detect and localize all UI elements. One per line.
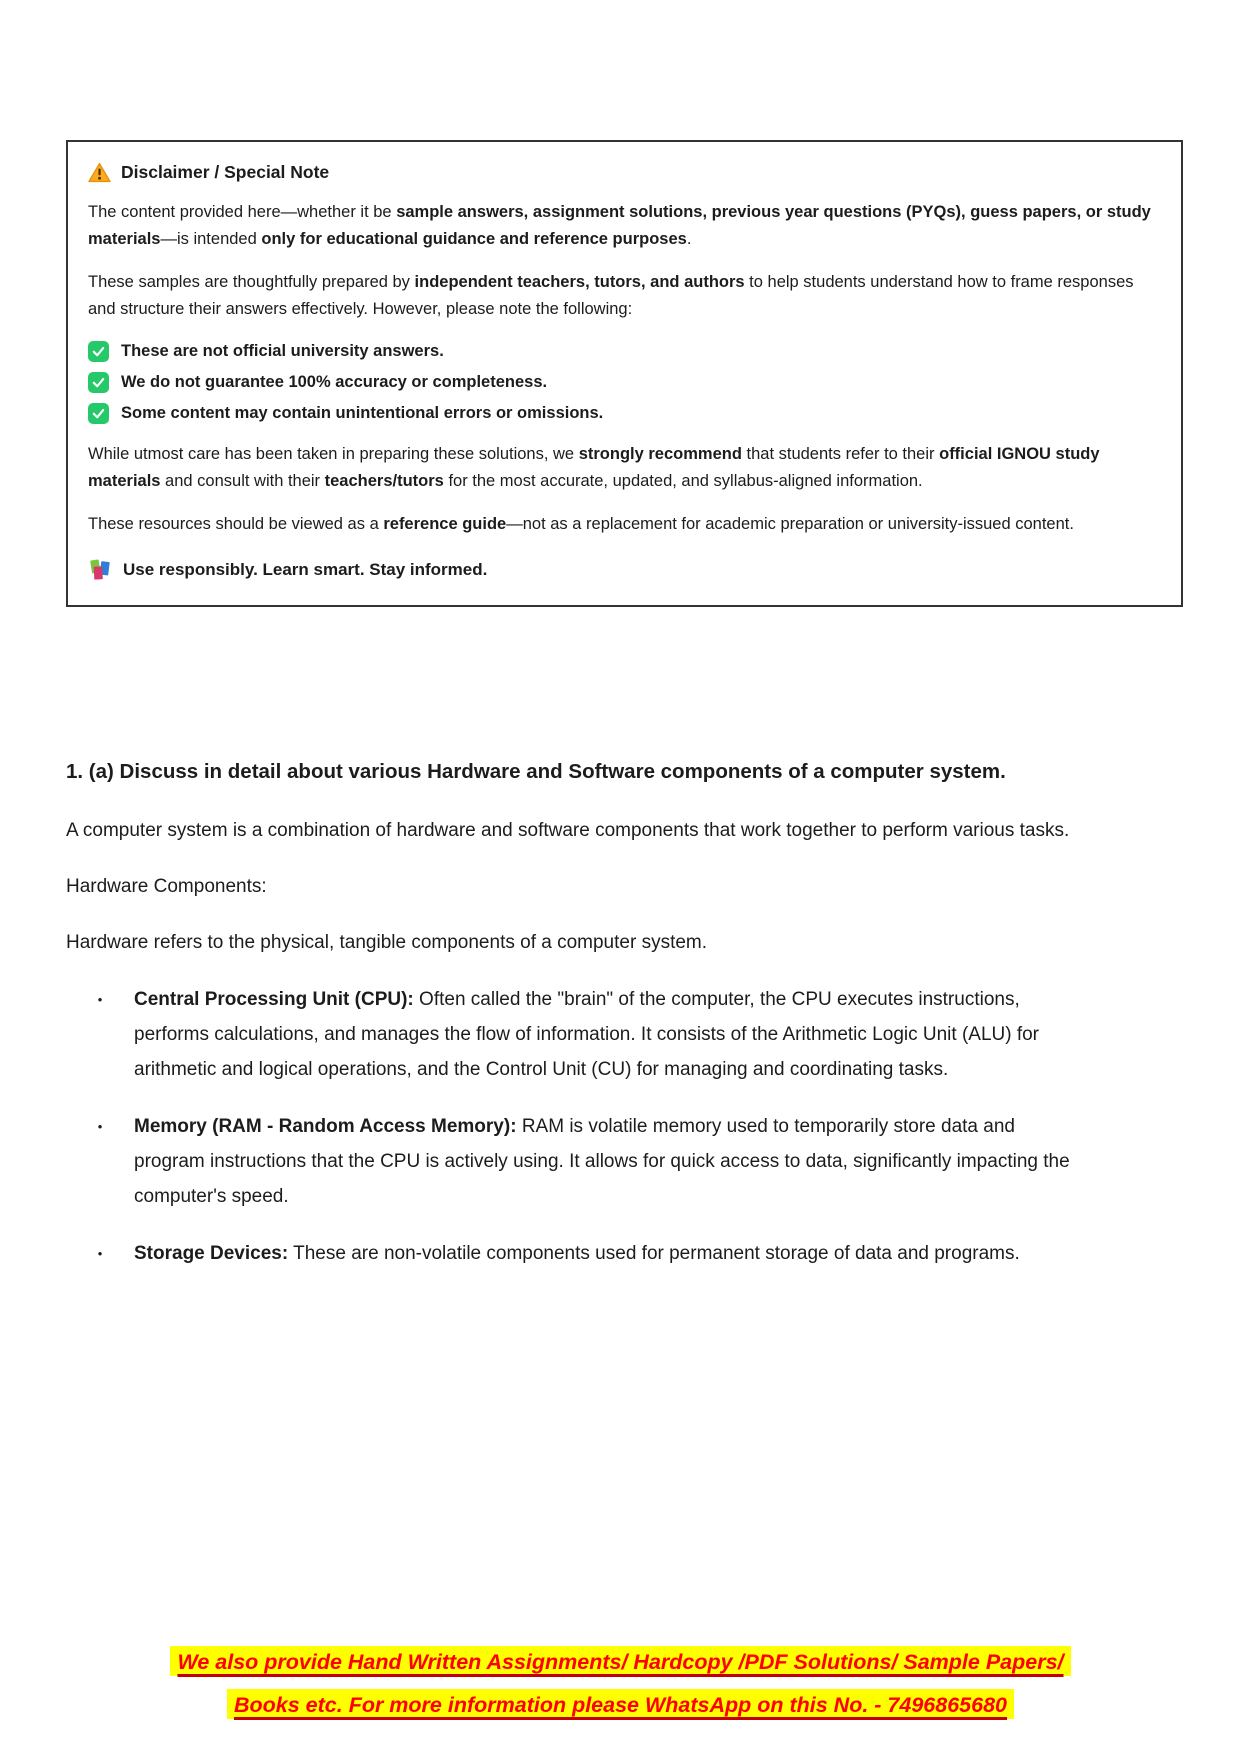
promo-line-1 (0, 1642, 1241, 1685)
list-item-text: Memory (RAM - Random Access Memory): RAM is volatile memory used to temporarily store data and program instructions that the CPU is actively using. It allows for quick access to data, significantly impacting the computer's speed. (134, 1116, 1070, 1207)
checklist-item-text: We do not guarantee 100% accuracy or completeness. (121, 373, 548, 391)
promo-footer (0, 1642, 1241, 1728)
bullet-marker: • (97, 992, 103, 1007)
disclaimer-paragraph-1: The content provided here—whether it be sample answers, assignment solutions, previous year questions (PYQs), guess papers, or study materials—is intended only for educational guidance and reference purposes. (88, 203, 1151, 248)
question-heading: 1. (a) Discuss in detail about various Hardware and Software components of a computer system. (66, 760, 1006, 783)
promo-highlight-text: We also provide Hand Written Assignments/ Hardcopy /PDF Solutions/ Sample Papers/ (170, 1646, 1070, 1676)
checklist-item (88, 402, 1151, 425)
intro-paragraph: A computer system is a combination of hardware and software components that work together to perform various tasks. (66, 820, 1070, 841)
closing-note-text: Use responsibly. Learn smart. Stay informed. (123, 560, 488, 579)
list-item-storage (66, 1236, 1081, 1271)
check-icon (88, 403, 109, 424)
bullet-marker: • (97, 1246, 103, 1261)
disclaimer-title-row (88, 162, 1151, 183)
check-icon (88, 372, 109, 393)
checklist-item (88, 340, 1151, 363)
checklist-item-text: These are not official university answers. (121, 342, 444, 360)
list-item-text: Storage Devices: These are non-volatile components used for permanent storage of data and programs. (134, 1243, 1020, 1264)
disclaimer-box (66, 140, 1183, 607)
hardware-intro-paragraph: Hardware refers to the physical, tangible components of a computer system. (66, 932, 708, 953)
disclaimer-title: Disclaimer / Special Note (121, 162, 330, 182)
hardware-bullet-list (66, 982, 1081, 1271)
promo-highlight-text: Books etc. For more information please WhatsApp on this No. - 7496865680 (227, 1689, 1014, 1719)
warning-icon (88, 162, 111, 183)
disclaimer-paragraph-3: While utmost care has been taken in preparing these solutions, we strongly recommend that students refer to their official IGNOU study materials and consult with their teachers/tutors for the most accurate, updated, and syllabus-aligned information. (88, 445, 1100, 490)
disclaimer-checklist (88, 340, 1151, 425)
promo-line-2 (0, 1685, 1241, 1728)
bullet-marker: • (97, 1119, 103, 1134)
books-icon (88, 559, 112, 581)
check-icon (88, 341, 109, 362)
hardware-components-subheading: Hardware Components: (66, 876, 267, 897)
answer-section (66, 752, 1081, 1271)
closing-note-row (88, 559, 1151, 581)
list-item-text: Central Processing Unit (CPU): Often called the "brain" of the computer, the CPU executes instructions, performs calculations, and manages the flow of information. It consists of the Arithmetic Logic Unit (ALU) for arithmetic and logical operations, and the Control Unit (CU) for managing and coordinating tasks. (134, 989, 1040, 1080)
list-item-memory (66, 1109, 1081, 1214)
checklist-item (88, 371, 1151, 394)
list-item-cpu (66, 982, 1081, 1087)
disclaimer-paragraph-4: These resources should be viewed as a reference guide—not as a replacement for academic preparation or university-issued content. (88, 515, 1074, 533)
disclaimer-paragraph-2: These samples are thoughtfully prepared by independent teachers, tutors, and authors to help students understand how to frame responses and structure their answers effectively. However, please note the following: (88, 273, 1134, 318)
checklist-item-text: Some content may contain unintentional errors or omissions. (121, 404, 604, 422)
